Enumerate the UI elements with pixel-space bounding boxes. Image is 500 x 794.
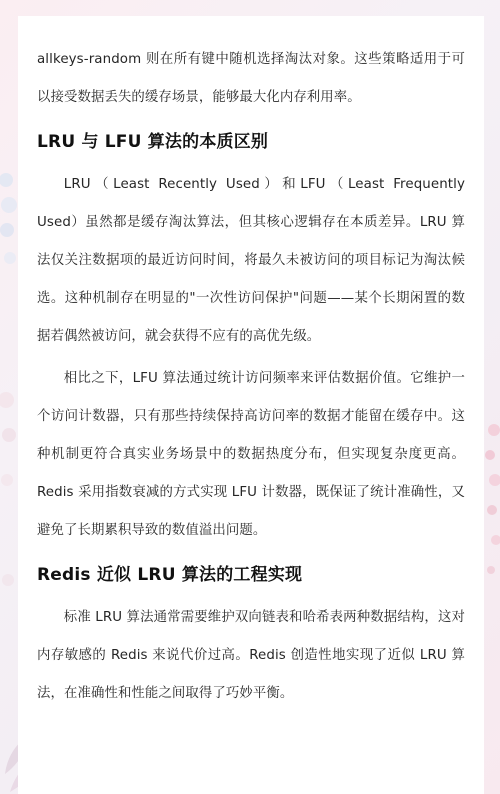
section-heading-redis-approx-lru: Redis 近似 LRU 算法的工程实现 [37, 565, 303, 585]
paragraph-lru-description: LRU（Least Recently Used）和LFU（Least Frequently Used）虽然都是缓存淘汰算法，但其核心逻辑存在本质差异。LRU 算法仅关注数据项的最近访问时间，将最久未被访问的项目标记为淘汰候选。这种机制存在明显的"一次性访问保护"问题——某个长期闲置的数据若偶然被访问，就会获得不应有的高优先级。 [37, 177, 465, 344]
paragraph-approx-lru: 标准 LRU 算法通常需要维护双向链表和哈希表两种数据结构，这对内存敏感的 Redis 来说代价过高。Redis 创造性地实现了近似 LRU 算法，在准确性和性能之间取得了巧妙平衡。 [37, 610, 465, 701]
section-heading-lru-vs-lfu: LRU 与 LFU 算法的本质区别 [37, 132, 269, 152]
intro-paragraph: allkeys-random 则在所有键中随机选择淘汰对象。这些策略适用于可以接受数据丢失的缓存场景，能够最大化内存利用率。 [37, 52, 465, 105]
paragraph-lfu-description: 相比之下，LFU 算法通过统计访问频率来评估数据价值。它维护一个访问计数器，只有那些持续保持高访问率的数据才能留在缓存中。这种机制更符合真实业务场景中的数据热度分布，但实现复杂度更高。Redis 采用指数衰减的方式实现 LFU 计数器，既保证了统计准确性，又避免了长期累积导致的数值溢出问题。 [37, 371, 465, 538]
document-page [18, 16, 484, 794]
